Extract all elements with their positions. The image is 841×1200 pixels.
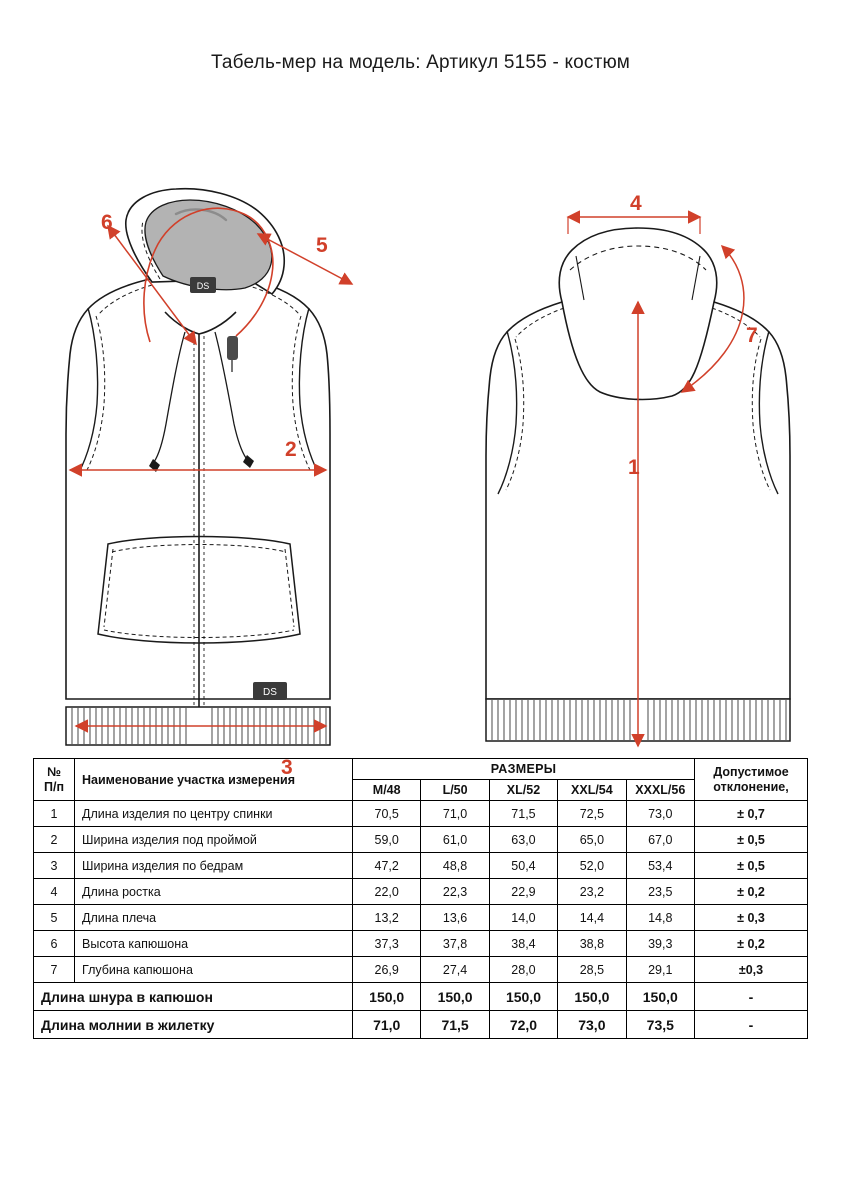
measure-label-7: 7 bbox=[746, 324, 758, 347]
row-value: 26,9 bbox=[353, 957, 421, 983]
summary-value: 73,5 bbox=[626, 1011, 694, 1039]
measurement-table bbox=[33, 758, 808, 1039]
row-value: 61,0 bbox=[421, 827, 489, 853]
row-deviation: ± 0,2 bbox=[695, 931, 808, 957]
summary-value: 71,0 bbox=[353, 1011, 421, 1039]
summary-value: 150,0 bbox=[626, 983, 694, 1011]
header-name: Наименование участка измерения bbox=[75, 759, 353, 801]
table-row bbox=[34, 827, 808, 853]
header-deviation bbox=[695, 759, 808, 801]
row-name: Длина ростка bbox=[75, 879, 353, 905]
table-row bbox=[34, 957, 808, 983]
row-num: 2 bbox=[34, 827, 75, 853]
table-summary-row bbox=[34, 1011, 808, 1039]
page-title: Табель-мер на модель: Артикул 5155 - костюм bbox=[210, 52, 631, 73]
row-value: 47,2 bbox=[353, 853, 421, 879]
summary-value: 150,0 bbox=[353, 983, 421, 1011]
summary-value: 72,0 bbox=[489, 1011, 557, 1039]
row-value: 37,8 bbox=[421, 931, 489, 957]
row-deviation: ±0,3 bbox=[695, 957, 808, 983]
row-value: 73,0 bbox=[626, 801, 694, 827]
summary-value: 150,0 bbox=[489, 983, 557, 1011]
row-value: 39,3 bbox=[626, 931, 694, 957]
header-deviation-line1: Допустимое bbox=[713, 764, 789, 779]
summary-deviation: - bbox=[695, 983, 808, 1011]
brand-tag-label: DS bbox=[196, 281, 210, 291]
row-value: 28,0 bbox=[489, 957, 557, 983]
row-deviation: ± 0,2 bbox=[695, 879, 808, 905]
row-value: 14,0 bbox=[489, 905, 557, 931]
row-value: 65,0 bbox=[558, 827, 626, 853]
row-num: 4 bbox=[34, 879, 75, 905]
row-value: 23,2 bbox=[558, 879, 626, 905]
summary-name: Длина шнура в капюшон bbox=[34, 983, 353, 1011]
row-num: 3 bbox=[34, 853, 75, 879]
row-value: 14,4 bbox=[558, 905, 626, 931]
row-value: 71,0 bbox=[421, 801, 489, 827]
row-deviation: ± 0,5 bbox=[695, 827, 808, 853]
table-row bbox=[34, 801, 808, 827]
row-name: Длина изделия по центру спинки bbox=[75, 801, 353, 827]
summary-name: Длина молнии в жилетку bbox=[34, 1011, 353, 1039]
header-sizes-group: РАЗМЕРЫ bbox=[353, 759, 695, 780]
row-deviation: ± 0,7 bbox=[695, 801, 808, 827]
header-size-1: L/50 bbox=[421, 780, 489, 801]
measure-label-4: 4 bbox=[630, 192, 642, 215]
front-view-garment bbox=[66, 189, 352, 779]
summary-value: 150,0 bbox=[421, 983, 489, 1011]
row-name: Глубина капюшона bbox=[75, 957, 353, 983]
summary-value: 71,5 bbox=[421, 1011, 489, 1039]
row-name: Ширина изделия по бедрам bbox=[75, 853, 353, 879]
row-value: 14,8 bbox=[626, 905, 694, 931]
row-name: Высота капюшона bbox=[75, 931, 353, 957]
header-num-line1: № bbox=[47, 765, 61, 780]
row-num: 7 bbox=[34, 957, 75, 983]
row-value: 29,1 bbox=[626, 957, 694, 983]
row-value: 38,8 bbox=[558, 931, 626, 957]
row-num: 5 bbox=[34, 905, 75, 931]
measure-label-5: 5 bbox=[316, 234, 328, 257]
table-row bbox=[34, 931, 808, 957]
row-value: 53,4 bbox=[626, 853, 694, 879]
measure-label-6: 6 bbox=[101, 211, 113, 234]
row-value: 52,0 bbox=[558, 853, 626, 879]
header-size-4: XXXL/56 bbox=[626, 780, 694, 801]
row-name: Ширина изделия под проймой bbox=[75, 827, 353, 853]
row-value: 63,0 bbox=[489, 827, 557, 853]
row-value: 59,0 bbox=[353, 827, 421, 853]
row-num: 6 bbox=[34, 931, 75, 957]
row-deviation: ± 0,3 bbox=[695, 905, 808, 931]
row-value: 13,6 bbox=[421, 905, 489, 931]
pocket-tag-label: DS bbox=[263, 687, 277, 698]
row-value: 50,4 bbox=[489, 853, 557, 879]
row-deviation: ± 0,5 bbox=[695, 853, 808, 879]
row-value: 37,3 bbox=[353, 931, 421, 957]
row-value: 28,5 bbox=[558, 957, 626, 983]
row-value: 22,9 bbox=[489, 879, 557, 905]
row-num: 1 bbox=[34, 801, 75, 827]
table-header-row bbox=[34, 759, 808, 780]
row-value: 27,4 bbox=[421, 957, 489, 983]
header-num bbox=[34, 759, 75, 801]
row-value: 22,0 bbox=[353, 879, 421, 905]
header-size-0: M/48 bbox=[353, 780, 421, 801]
row-value: 22,3 bbox=[421, 879, 489, 905]
row-value: 48,8 bbox=[421, 853, 489, 879]
back-view-garment bbox=[486, 192, 790, 746]
measure-label-3: 3 bbox=[281, 756, 293, 779]
row-value: 70,5 bbox=[353, 801, 421, 827]
header-size-2: XL/52 bbox=[489, 780, 557, 801]
summary-value: 150,0 bbox=[558, 983, 626, 1011]
header-deviation-line2: отклонение, bbox=[713, 779, 789, 794]
summary-value: 73,0 bbox=[558, 1011, 626, 1039]
header-size-3: XXL/54 bbox=[558, 780, 626, 801]
measure-label-2: 2 bbox=[285, 438, 297, 461]
measure-label-1: 1 bbox=[628, 456, 640, 479]
table-row bbox=[34, 853, 808, 879]
summary-deviation: - bbox=[695, 1011, 808, 1039]
row-value: 23,5 bbox=[626, 879, 694, 905]
table-summary-row bbox=[34, 983, 808, 1011]
table-row bbox=[34, 905, 808, 931]
row-name: Длина плеча bbox=[75, 905, 353, 931]
header-num-line2: П/п bbox=[43, 779, 64, 794]
row-value: 13,2 bbox=[353, 905, 421, 931]
measurement-table-wrapper bbox=[33, 758, 808, 1039]
row-value: 71,5 bbox=[489, 801, 557, 827]
row-value: 38,4 bbox=[489, 931, 557, 957]
row-value: 72,5 bbox=[558, 801, 626, 827]
zipper-pull bbox=[227, 336, 238, 360]
row-value: 67,0 bbox=[626, 827, 694, 853]
table-row bbox=[34, 879, 808, 905]
